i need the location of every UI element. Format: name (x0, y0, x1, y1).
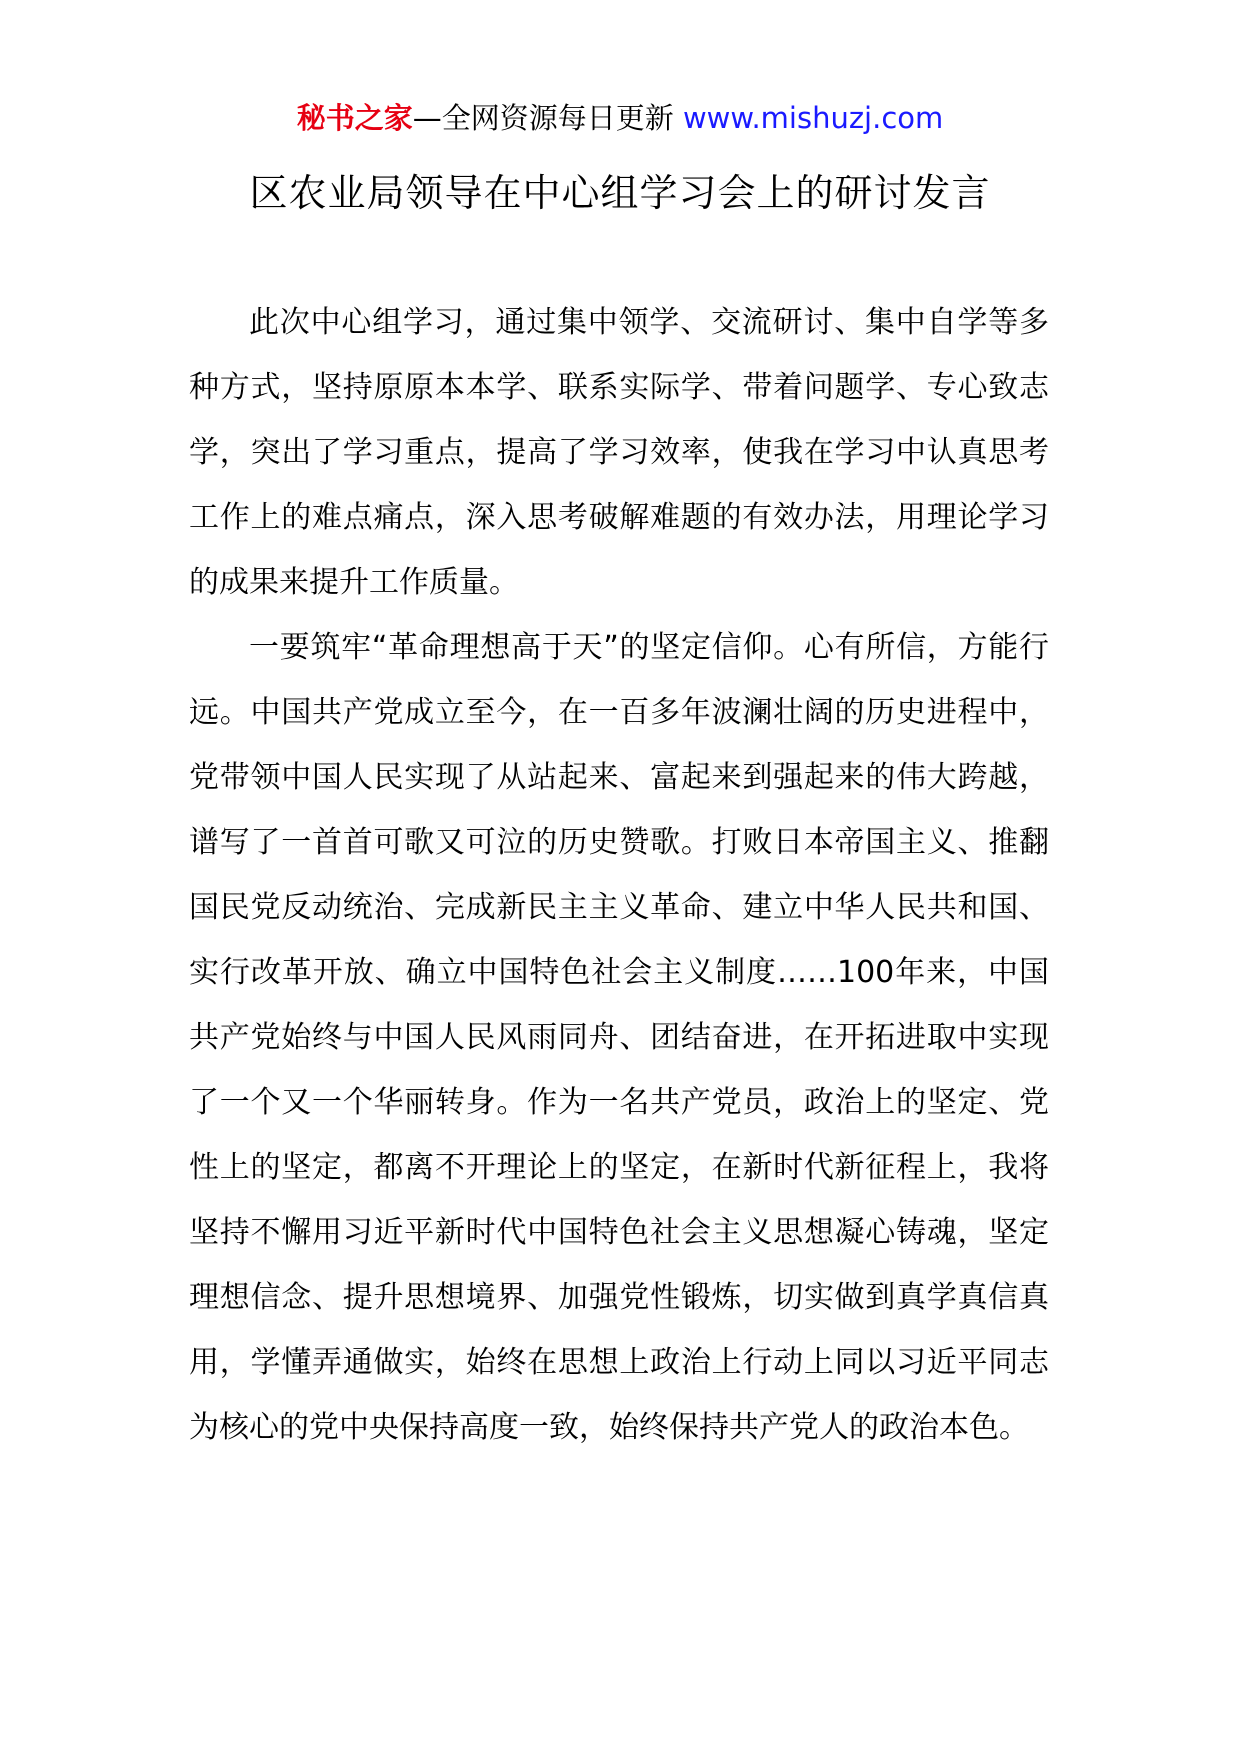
document-body (189, 290, 1049, 1460)
paragraph-intro: 此次中心组学习，通过集中领学、交流研讨、集中自学等多种方式，坚持原原本本学、联系实际学、带着问题学、专心致志学，突出了学习重点，提高了学习效率，使我在学习中认真思考工作上的难点痛点，深入思考破解难题的有效办法，用理论学习的成果来提升工作质量。 (189, 305, 1049, 600)
document-title: 区农业局领导在中心组学习会上的研讨发言 (249, 171, 991, 215)
paragraph-point-one: 一要筑牢“革命理想高于天”的坚定信仰。心有所信，方能行远。中国共产党成立至今，在一百多年波澜壮阔的历史进程中，党带领中国人民实现了从站起来、富起来到强起来的伟大跨越，谱写了一首首可歌又可泣的历史赞歌。打败日本帝国主义、推翻国民党反动统治、完成新民主主义革命、建立中华人民共和国、实行改革开放、确立中国特色社会主义制度……100年来，中国共产党始终与中国人民风雨同舟、团结奋进，在开拓进取中实现了一个又一个华丽转身。作为一名共产党员，政治上的坚定、党性上的坚定，都离不开理论上的坚定，在新时代新征程上，我将坚持不懈用习近平新时代中国特色社会主义思想凝心铸魂，坚定理想信念、提升思想境界、加强党性锻炼，切实做到真学真信真用，学懂弄通做实，始终在思想上政治上行动上同以习近平同志为核心的党中央保持高度一致，始终保持共产党人的政治本色。 (189, 630, 1049, 1445)
site-url-link[interactable]: www.mishuzj.com (682, 101, 944, 135)
brand-name: 秘书之家 (296, 101, 413, 135)
site-header (0, 96, 1240, 140)
header-tagline: —全网资源每日更新 (412, 101, 674, 135)
